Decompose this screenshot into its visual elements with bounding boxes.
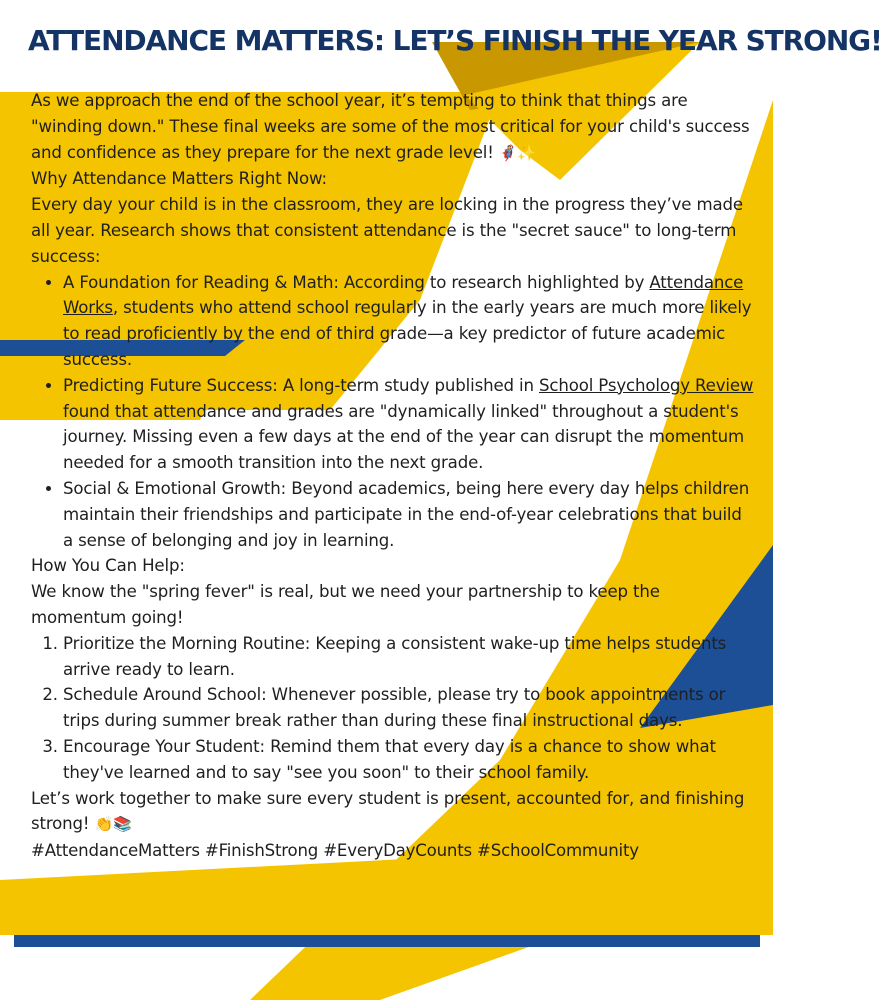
closing-text: Let’s work together to make sure every student is present, accounted for, and finishing strong! bbox=[31, 788, 745, 834]
bullet-text: found that attendance and grades are "dynamically linked" throughout a student's journey. Missing even a few days at the end of the year can disrupt the momentum needed for a smooth transition into the next grade. bbox=[63, 401, 744, 473]
list-item bbox=[63, 270, 756, 373]
bullet-text: Social & Emotional Growth: Beyond academics, being here every day helps children maintain their friendships and participate in the end-of-year celebrations that build a sense of belonging and joy in learning. bbox=[63, 478, 750, 550]
bullet-text: Predicting Future Success: A long-term study published in bbox=[63, 375, 539, 395]
help-text: We know the "spring fever" is real, but we need your partnership to keep the momentum going! bbox=[31, 582, 660, 627]
list-item: 2. Schedule Around School: Whenever possible, please try to book appointments or trips during summer break rather than during these final instructional days. bbox=[63, 682, 756, 734]
list-item bbox=[63, 476, 756, 553]
list-item bbox=[63, 373, 756, 476]
why-text: Every day your child is in the classroom, they are locking in the progress they’ve made all year. Research shows that consistent attendance is the "secret sauce" to long-term success: bbox=[31, 195, 743, 266]
page-title: ATTENDANCE MATTERS: LET’S FINISH THE YEAR STRONG! bbox=[28, 24, 882, 57]
hashtags: #AttendanceMatters #FinishStrong #EveryDayCounts #SchoolCommunity bbox=[31, 841, 639, 861]
steps-list bbox=[31, 631, 756, 786]
help-heading: How You Can Help: bbox=[31, 556, 185, 576]
superhero-sparkle-emoji: 🦸✨ bbox=[498, 143, 536, 162]
why-heading: Why Attendance Matters Right Now: bbox=[31, 169, 327, 189]
closing-paragraph bbox=[31, 786, 756, 839]
list-item: 1. Prioritize the Morning Routine: Keeping a consistent wake-up time helps students arrive ready to learn. bbox=[63, 631, 756, 683]
intro-text: As we approach the end of the school year, it’s tempting to think that things are "winding down." These final weeks are some of the most critical for your child's success and confidence as they prepare for the next grade level! bbox=[31, 91, 750, 162]
research-list bbox=[31, 270, 756, 554]
bullet-text: A Foundation for Reading & Math: According to research highlighted by bbox=[63, 272, 650, 292]
list-item: 3. Encourage Your Student: Remind them that every day is a chance to show what they've learned and to say "see you soon" to their school family. bbox=[63, 734, 756, 786]
flyer-body bbox=[31, 88, 756, 864]
attendance-works-link[interactable]: Attendance Works bbox=[63, 272, 744, 318]
bullet-text: , students who attend school regularly in the early years are much more likely to read proficiently by the end of third grade—a key predictor of future academic success. bbox=[63, 298, 752, 369]
school-psychology-review-link[interactable]: School Psychology Review bbox=[538, 375, 754, 395]
clap-books-emoji: 👏📚 bbox=[94, 815, 132, 834]
intro-paragraph bbox=[31, 88, 756, 166]
